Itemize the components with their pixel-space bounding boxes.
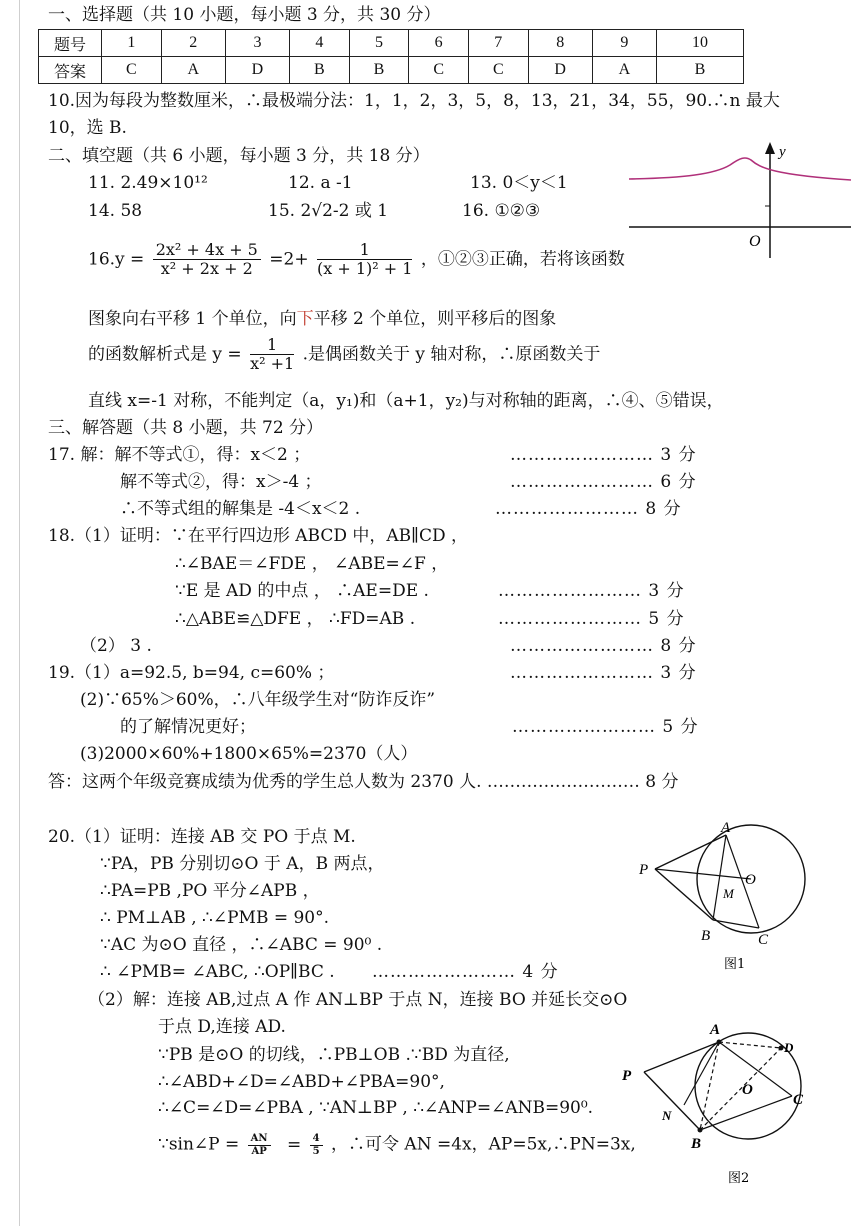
table-cell: 9 bbox=[592, 30, 656, 57]
table-cell: 1 bbox=[102, 30, 162, 57]
point-b-dot bbox=[698, 1128, 703, 1133]
page-edge bbox=[19, 0, 20, 1226]
q17-score2: …………………… 6 分 bbox=[510, 472, 697, 492]
point-b-label: B bbox=[691, 1136, 702, 1152]
table-cell: 5 bbox=[349, 30, 409, 57]
answer-15: 15. 2√2-2 或 1 bbox=[268, 201, 389, 221]
table-cell: B bbox=[349, 57, 409, 84]
table-header-cell: 题号 bbox=[39, 30, 102, 57]
q20-line5: ∵AC 为⊙O 直径 ，∴∠ABC = 90⁰ . bbox=[100, 935, 383, 955]
q16-line2-red: 下 bbox=[296, 309, 314, 329]
q16-line2 bbox=[88, 311, 556, 328]
table-cell: 8 bbox=[528, 30, 592, 57]
point-p-label: P bbox=[622, 1068, 632, 1084]
segment-ab bbox=[700, 1042, 719, 1130]
table-cell: 7 bbox=[468, 30, 528, 57]
point-c-label: C bbox=[793, 1092, 804, 1108]
answer-14: 14. 58 bbox=[88, 201, 143, 221]
q20-line12-eq: = bbox=[286, 1134, 302, 1155]
answer-13: 13. 0＜y＜1 bbox=[470, 173, 568, 193]
figure-1 bbox=[635, 822, 825, 972]
segment-pa bbox=[655, 835, 726, 869]
origin-label: O bbox=[749, 233, 761, 250]
q16-line3-text: .是偶函数关于 y 轴对称，∴原函数关于 bbox=[302, 344, 601, 365]
segment-pa bbox=[644, 1042, 719, 1072]
table-cell: 4 bbox=[290, 30, 350, 57]
fraction-denominator: 5 bbox=[312, 1145, 320, 1157]
point-m-label: M bbox=[723, 886, 734, 901]
q10-line1: 10.因为每段为整数厘米，∴最极端分法：1，1，2，3，5，8，13，21，34，55，90.∴n 最大 bbox=[48, 91, 780, 111]
q16-mid: =2+ bbox=[269, 249, 309, 270]
q16-line4: 直线 x=-1 对称，不能判定（a，y₁)和（a+1，y₂)与对称轴的距离，∴④、⑤错误， bbox=[88, 391, 724, 411]
q20-line9: ∵PB 是⊙O 的切线，∴PB⊥OB .∵BD 为直径, bbox=[158, 1045, 510, 1065]
q20-line4: ∴ PM⊥AB , ∴∠PMB = 90°. bbox=[100, 908, 330, 928]
point-d-label: D bbox=[784, 1040, 794, 1055]
q16-line3 bbox=[88, 336, 600, 374]
segment-pb bbox=[644, 1072, 700, 1130]
table-row bbox=[39, 30, 744, 57]
figure-1-caption: 图1 bbox=[724, 957, 746, 972]
q20-line8: 于点 D,连接 AD. bbox=[158, 1017, 286, 1037]
q18-line1: 18.（1）证明：∵在平行四边形 ABCD 中，AB∥CD ， bbox=[48, 526, 469, 546]
segment-ad bbox=[719, 1042, 781, 1048]
function-curve bbox=[629, 158, 851, 180]
table-cell: 10 bbox=[657, 30, 744, 57]
y-axis-arrow-icon bbox=[765, 142, 775, 154]
point-p-label: P bbox=[639, 862, 649, 878]
table-cell: A bbox=[161, 57, 225, 84]
figure-2-caption: 图2 bbox=[728, 1171, 750, 1186]
q19-score3: …………………… 5 分 bbox=[512, 717, 699, 737]
q18-score5: …………………… 8 分 bbox=[510, 636, 697, 656]
q20-line7: （2）解：连接 AB,过点 A 作 AN⊥BP 于点 N，连接 BO 并延长交⊙O bbox=[88, 990, 628, 1010]
fraction-denominator: (x + 1)² + 1 bbox=[316, 259, 413, 279]
segment-bd bbox=[700, 1048, 781, 1130]
point-o-label: O bbox=[742, 1082, 753, 1098]
segment-bc bbox=[700, 1096, 792, 1130]
q20-line3: ∴PA=PB ,PO 平分∠APB ， bbox=[100, 881, 320, 901]
table-cell: 6 bbox=[409, 30, 469, 57]
q17-score1: …………………… 3 分 bbox=[510, 445, 697, 465]
q18-line4: ∴△ABE≌△DFE ， ∴FD=AB . bbox=[175, 609, 416, 629]
q16-fraction1 bbox=[153, 241, 261, 279]
q20-line10: ∴∠ABD+∠D=∠ABD+∠PBA=90°, bbox=[158, 1072, 445, 1092]
table-cell: C bbox=[468, 57, 528, 84]
segment-an bbox=[684, 1042, 719, 1105]
q10-line2: 10，选 B. bbox=[48, 118, 127, 138]
q16-line3-text: 的函数解析式是 y = bbox=[88, 344, 242, 365]
sin-fraction bbox=[248, 1133, 271, 1157]
q20-line2: ∵PA，PB 分别切⊙O 于 A，B 两点， bbox=[100, 854, 385, 874]
q18-line2: ∴∠BAE＝∠FDE ， ∠ABE=∠F ， bbox=[175, 554, 449, 574]
point-a-dot bbox=[717, 1040, 722, 1045]
segment-po bbox=[655, 869, 751, 879]
table-row bbox=[39, 57, 744, 84]
q17-line3: ∴不等式组的解集是 -4＜x＜2 . bbox=[120, 499, 361, 519]
table-cell: 3 bbox=[225, 30, 289, 57]
q17-line2: 解不等式②，得：x＞-4 ； bbox=[120, 472, 322, 492]
q16-fraction2 bbox=[317, 241, 412, 279]
q20-line12-text: ∵sin∠P = bbox=[158, 1134, 240, 1155]
section2-heading: 二、填空题（共 6 小题，每小题 3 分，共 18 分） bbox=[48, 146, 430, 166]
q20-line6: ∴ ∠PMB= ∠ABC, ∴OP∥BC . bbox=[100, 962, 335, 982]
q20-line1: 20.（1）证明：连接 AB 交 PO 于点 M. bbox=[48, 827, 356, 847]
point-d-dot bbox=[779, 1046, 784, 1051]
q16-line2-text: 平移 2 个单位，则平移后的图象 bbox=[313, 309, 557, 329]
q16-formula-line bbox=[88, 241, 625, 279]
q16-fraction3 bbox=[250, 336, 294, 374]
point-n-label: N bbox=[662, 1108, 672, 1123]
ratio-fraction bbox=[310, 1133, 323, 1157]
table-header-cell: 答案 bbox=[39, 57, 102, 84]
q17-score3: …………………… 8 分 bbox=[495, 499, 682, 519]
q19-line4: (3)2000×60%+1800×65%=2370（人） bbox=[80, 744, 418, 764]
section3-heading: 三、解答题（共 8 小题，共 72 分） bbox=[48, 418, 324, 438]
point-a-label: A bbox=[710, 1022, 721, 1038]
segment-bc bbox=[713, 920, 759, 928]
table-cell: D bbox=[528, 57, 592, 84]
q16-prefix: 16.y = bbox=[88, 249, 145, 270]
q18-score4: …………………… 5 分 bbox=[498, 609, 685, 629]
function-graph bbox=[625, 140, 855, 260]
table-cell: C bbox=[409, 57, 469, 84]
q19-score1: …………………… 3 分 bbox=[510, 663, 697, 683]
table-cell: C bbox=[102, 57, 162, 84]
q18-line3: ∵E 是 AD 的中点 ， ∴AE=DE . bbox=[175, 581, 429, 601]
table-cell: 2 bbox=[161, 30, 225, 57]
fraction-numerator: 1 bbox=[250, 336, 294, 355]
fraction-numerator: 4 bbox=[310, 1133, 323, 1146]
segment-ab bbox=[713, 835, 726, 920]
answer-11: 11. 2.49×10¹² bbox=[88, 173, 208, 193]
point-c-label: C bbox=[758, 932, 769, 948]
fraction-denominator: x² + 2x + 2 bbox=[160, 259, 253, 279]
q18-line5: （2） 3 . bbox=[80, 636, 152, 656]
q17-line1: 17. 解：解不等式①，得：x＜2 ； bbox=[48, 445, 311, 465]
fraction-denominator: x² +1 bbox=[250, 354, 295, 374]
q19-line2: (2)∵65%＞60%，∴八年级学生对“防诈反诈” bbox=[80, 690, 436, 710]
table-cell: D bbox=[225, 57, 289, 84]
point-a-label: A bbox=[721, 822, 731, 836]
table-cell: B bbox=[290, 57, 350, 84]
section1-heading: 一、选择题（共 10 小题，每小题 3 分，共 30 分） bbox=[48, 5, 441, 25]
table-cell: B bbox=[657, 57, 744, 84]
q19-line5: 答：这两个年级竞赛成绩为优秀的学生总人数为 2370 人. ……………………… 8 分 bbox=[48, 772, 679, 792]
fraction-numerator: AN bbox=[248, 1133, 271, 1146]
answer-12: 12. a -1 bbox=[288, 173, 353, 193]
fraction-numerator: 2x² + 4x + 5 bbox=[153, 241, 261, 260]
q20-score6: …………………… 4 分 bbox=[372, 962, 559, 982]
q18-score3: …………………… 3 分 bbox=[498, 581, 685, 601]
point-o-label: O bbox=[745, 872, 756, 888]
table-cell: A bbox=[592, 57, 656, 84]
y-axis-label: y bbox=[779, 144, 786, 160]
q19-line1: 19.（1）a=92.5, b=94, c=60% ； bbox=[48, 663, 335, 683]
answer-16: 16. ①②③ bbox=[462, 201, 541, 221]
figure-2 bbox=[618, 1016, 818, 1186]
q19-line3: 的了解情况更好； bbox=[120, 717, 256, 737]
segment-pb bbox=[655, 869, 713, 920]
q16-line2-text: 图象向右平移 1 个单位，向 bbox=[88, 309, 297, 329]
fraction-denominator: AP bbox=[251, 1145, 267, 1157]
q20-line12 bbox=[158, 1133, 636, 1157]
q20-line11: ∴∠C=∠D=∠PBA , ∵AN⊥BP , ∴∠ANP=∠ANB=90⁰. bbox=[158, 1098, 594, 1118]
fraction-numerator: 1 bbox=[317, 241, 412, 260]
point-b-label: B bbox=[701, 928, 711, 944]
q20-line12-text: ，∴可令 AN =4x，AP=5x,∴PN=3x, bbox=[331, 1134, 636, 1155]
q16-suffix: ，①②③正确，若将该函数 bbox=[420, 249, 625, 270]
answer-table bbox=[38, 29, 744, 84]
